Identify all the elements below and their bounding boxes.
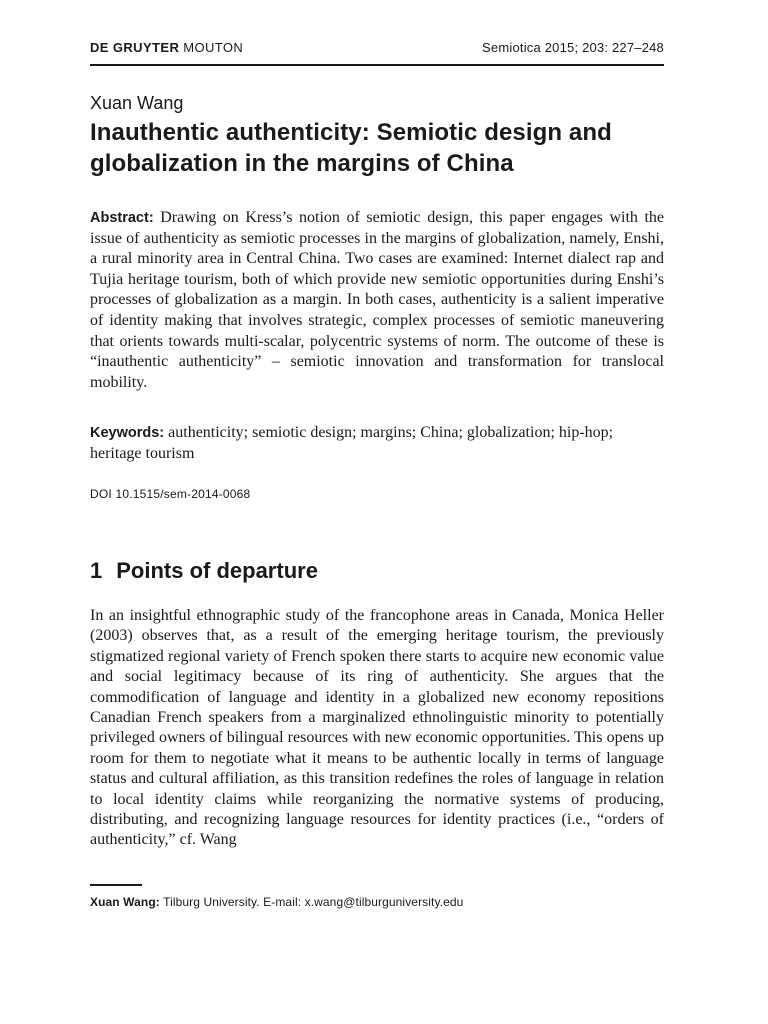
- running-head: [90, 40, 664, 58]
- keywords-text: authenticity; semiotic design; margins; China; globalization; hip-hop; heritage tourism: [90, 424, 614, 462]
- footnote-text: Tilburg University. E-mail: x.wang@tilburguniversity.edu: [163, 895, 464, 909]
- section-title: Points of departure: [116, 558, 318, 583]
- publisher-name-bold: DE GRUYTER: [90, 40, 180, 55]
- footnote: [90, 895, 463, 909]
- section-heading: [90, 558, 318, 584]
- journal-citation: Semiotica 2015; 203: 227–248: [482, 40, 664, 55]
- publisher-name-light: MOUTON: [183, 40, 244, 55]
- doi: DOI 10.1515/sem-2014-0068: [90, 487, 251, 501]
- body-paragraph: In an insightful ethnographic study of the francophone areas in Canada, Monica Heller (2003) observes that, as a result of the emerging heritage tourism, the previously stigmatized regional variety of French spoken there starts to acquire new economic value and social legitimacy because of its ring of authenticity. She argues that the commodification of language and identity in a globalized new economy repositions Canadian French speakers from a marginalized ethnolinguistic minority to potentially privileged owners of bilingual resources with new economic opportunities. This opens up room for them to negotiate what it means to be authentic locally in terms of language status and cultural affiliation, as this transition redefines the roles of language in relation to local identity claims while reorganizing the normative systems of producing, distributing, and recognizing language resources for identity practices (i.e., “orders of authenticity,” cf. Wang: [90, 607, 664, 849]
- abstract: [90, 208, 664, 393]
- article-title: Inauthentic authenticity: Semiotic design and globalization in the margins of China: [90, 119, 612, 177]
- abstract-text: Drawing on Kress’s notion of semiotic design, this paper engages with the issue of authenticity as semiotic processes in the margins of globalization, namely, Enshi, a rural minority area in Central China. Two cases are examined: Internet dialect rap and Tujia heritage tourism, both of which provide new semiotic opportunities during Enshi’s processes of globalization as a margin. In both cases, authenticity is a salient imperative of identity making that involves strategic, complex processes of semiotic maneuvering that orients towards multi-scalar, polycentric systems of norm. The outcome of these is “inauthentic authenticity” – semiotic innovation and transformation for translocal mobility.: [90, 209, 665, 391]
- header-rule: [90, 64, 664, 66]
- keywords: [90, 423, 664, 464]
- footnote-rule: [90, 884, 142, 886]
- footnote-label: Xuan Wang:: [90, 895, 160, 909]
- author-name: Xuan Wang: [90, 93, 184, 113]
- publisher-name: [90, 40, 243, 55]
- abstract-label: Abstract:: [90, 210, 154, 226]
- section-number: 1: [90, 558, 103, 583]
- keywords-label: Keywords:: [90, 425, 165, 441]
